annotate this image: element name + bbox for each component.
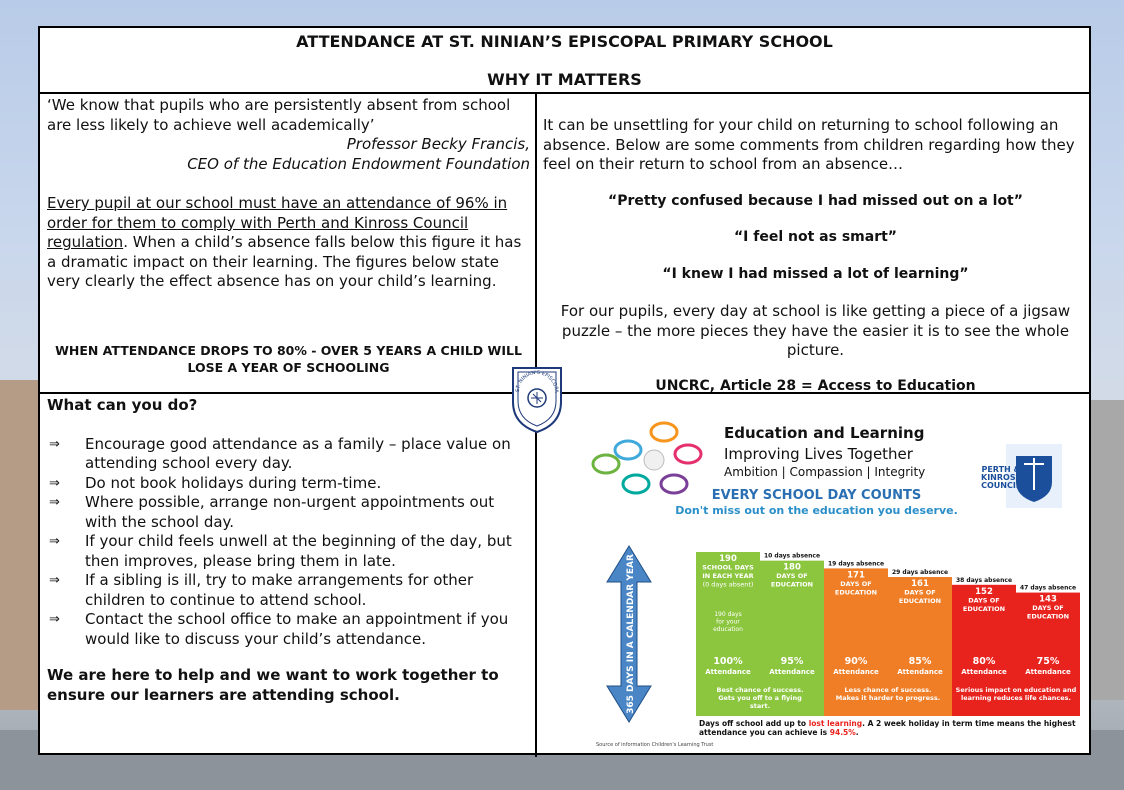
source-note: Source of information Children's Learning Trust [596, 742, 714, 748]
bar-label: SCHOOL DAYS [702, 563, 754, 572]
bar-label: EDUCATION [962, 604, 1006, 613]
return-intro: It can be unsettling for your child on returning to school following an absence. Below are some comments from children regarding how they feel on their return to school from an absence… [543, 116, 1075, 173]
bar-label: 190 [719, 554, 737, 564]
council-line: COUNCIL [981, 481, 1021, 490]
group-description: Gets you off to a flying [718, 694, 802, 702]
every-school-day-counts-poster [544, 398, 1089, 753]
action-text: If a sibling is ill, try to make arrangements for other children to continue to attend school. [85, 571, 474, 609]
group-description: Less chance of success. [844, 686, 932, 694]
footer-text: lost learning [808, 719, 863, 728]
bar-label: 180 [783, 562, 801, 573]
absence-label: 47 days absence [1019, 584, 1077, 592]
footer-text: . A 2 week holiday in term time means the highest [862, 719, 1076, 728]
bar-label: 171 [847, 570, 865, 581]
attendance-word: Attendance [897, 668, 943, 676]
help-message: We are here to help and we want to work together to ensure our learners are attending school. [47, 666, 499, 704]
list-item [47, 474, 530, 494]
poster-title: Education and Learning [724, 424, 925, 442]
quote-role: CEO of the Education Endowment Foundation [187, 154, 530, 173]
council-line: KINROSS [981, 473, 1021, 482]
child-quote: “I feel not as smart” [733, 229, 897, 245]
uncrc-article: UNCRC, Article 28 = Access to Education [655, 377, 976, 394]
arrow-icon: ⇒ [49, 534, 60, 549]
child-quote: “Pretty confused because I had missed out on a lot” [608, 192, 1023, 209]
footer-text: 94.5% [829, 728, 856, 737]
child-quote: “I knew I had missed a lot of learning” [662, 265, 969, 282]
absence-label: 38 days absence [955, 576, 1013, 584]
attendance-word: Attendance [1025, 668, 1071, 676]
actions-list [47, 435, 530, 650]
calendar-year-label: 365 DAYS IN A CALENDAR YEAR [626, 554, 636, 714]
absence-label: 19 days absence [827, 560, 885, 568]
quote-panel [47, 96, 530, 292]
arrow-icon: ⇒ [49, 612, 60, 627]
attendance-requirement: Every pupil at our school must have an attendance of 96% in order for them to comply with Perth and Kinross Council regulation [47, 194, 508, 251]
council-line: PERTH & [981, 465, 1021, 474]
background-building-right [1090, 400, 1124, 700]
values-wheel-icon [593, 423, 701, 493]
title-row [40, 28, 1089, 94]
attendance-sheet [38, 26, 1091, 755]
attendance-word: Attendance [833, 668, 879, 676]
bar-label: DAYS OF [840, 579, 872, 588]
attendance-percent: 90% [844, 656, 868, 667]
bar-label: DAYS OF [904, 588, 936, 597]
bar-label: IN EACH YEAR [702, 572, 754, 580]
poster-values: Ambition | Compassion | Integrity [724, 465, 926, 479]
bar-label: EDUCATION [1026, 612, 1070, 621]
poster-footer [699, 728, 859, 737]
list-item [47, 532, 530, 571]
attendance-word: Attendance [705, 668, 751, 676]
bar-label: EDUCATION [898, 597, 942, 606]
arrow-icon: ⇒ [49, 495, 60, 510]
attendance-percent: 80% [972, 656, 996, 667]
attendance-word: Attendance [961, 668, 1007, 676]
arrow-icon: ⇒ [49, 436, 60, 452]
list-item [47, 610, 530, 649]
action-text: Encourage good attendance as a family – place value on attending school every day. [85, 434, 511, 472]
poster-headline: EVERY SCHOOL DAY COUNTS [711, 488, 922, 503]
page-title: ATTENDANCE AT ST. NINIAN’S EPISCOPAL PRIMARY SCHOOL [296, 32, 833, 51]
bar-label: 143 [1039, 594, 1057, 605]
bar-label: 161 [911, 579, 929, 590]
quote-author: Professor Becky Francis, [346, 135, 530, 153]
council-name [972, 466, 1030, 490]
education-days-label: education [713, 626, 743, 633]
attendance-warning: WHEN ATTENDANCE DROPS TO 80% - OVER 5 YEARS A CHILD WILL LOSE A YEAR OF SCHOOLING [55, 343, 522, 375]
bar-label: 152 [975, 586, 993, 597]
bar-label: DAYS OF [968, 596, 1000, 605]
attendance-word: Attendance [769, 668, 815, 676]
education-days-label: 190 days [714, 611, 742, 618]
quote-text: ‘We know that pupils who are persistently absent from school are less likely to achieve well academically’ [47, 96, 511, 134]
bar-label: EDUCATION [770, 580, 814, 589]
attendance-percent: 85% [908, 656, 932, 667]
absence-label: 29 days absence [891, 569, 949, 577]
footer-text: Days off school add up to [699, 719, 809, 728]
page-subtitle: WHY IT MATTERS [487, 70, 642, 89]
attendance-percent: 95% [780, 656, 804, 667]
list-item [47, 435, 530, 474]
attendance-percent: 100% [713, 656, 743, 667]
poster-slogan: Improving Lives Together [724, 445, 913, 463]
background-building-left [0, 380, 40, 710]
return-panel [543, 116, 1088, 396]
bar-label: EDUCATION [834, 588, 878, 597]
action-text: Do not book holidays during term-time. [85, 473, 382, 492]
jigsaw-text: For our pupils, every day at school is like getting a piece of a jigsaw puzzle – the more pieces they have the easier it is to see the whole picture. [560, 302, 1071, 359]
bar-label: (0 days absent) [702, 580, 754, 589]
footer-text: attendance you can achieve is [699, 728, 830, 737]
group-description: Makes it harder to progress. [835, 694, 941, 702]
group-description: Serious impact on education and [955, 686, 1077, 694]
action-text: Contact the school office to make an appointment if you would like to discuss your child’s attendance. [85, 610, 509, 648]
actions-panel [47, 396, 530, 705]
absence-label: 10 days absence [763, 552, 821, 560]
crest-text: ST. NINIAN'S EPISCOPA [514, 369, 560, 394]
attendance-paragraph [47, 194, 530, 292]
bar-label: DAYS OF [1032, 604, 1064, 613]
footer-text: . [855, 728, 859, 737]
action-text: Where possible, arrange non-urgent appointments out with the school day. [85, 493, 495, 531]
attendance-percent: 75% [1036, 656, 1060, 667]
education-days-label: for your [716, 618, 740, 626]
poster-footer [699, 719, 1076, 728]
group-description: start. [749, 702, 771, 710]
arrow-icon: ⇒ [49, 475, 60, 491]
poster-subheadline: Don't miss out on the education you deserve. [675, 504, 958, 517]
arrow-icon: ⇒ [49, 573, 60, 588]
action-text: If your child feels unwell at the beginning of the day, but then improves, please bring them in late. [85, 532, 512, 570]
attendance-impact: . When a child’s absence falls below this figure it has a dramatic impact on their learning. The figures below state very clearly the effect absence has on your child’s learning. [47, 233, 522, 290]
group-description: learning reduces life chances. [961, 694, 1071, 702]
bar-label: DAYS OF [776, 572, 808, 581]
attendance-bars [596, 552, 1080, 748]
list-item [47, 571, 530, 610]
group-description: Best chance of success. [716, 686, 804, 694]
actions-heading: What can you do? [47, 396, 198, 414]
list-item [47, 493, 530, 532]
